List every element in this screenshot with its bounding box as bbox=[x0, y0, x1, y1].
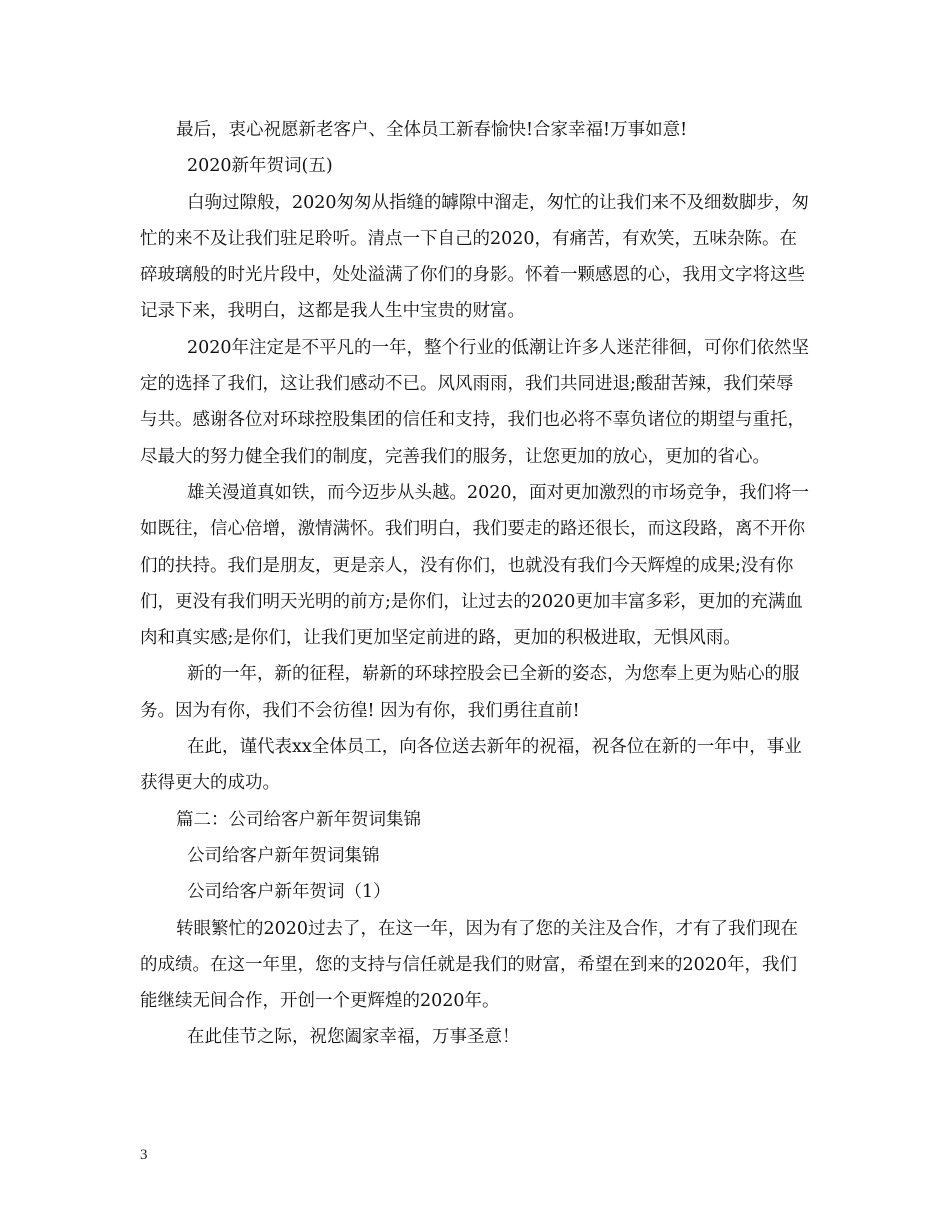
section-heading: 公司给客户新年贺词（1） bbox=[187, 882, 391, 903]
body-paragraph: 雄关漫道真如铁，而今迈步从头越。2020，面对更加激烈的市场竞争，我们将一如既往，信心倍增，激情满怀。我们明白，我们要走的路还很长，而这段路，离不开你们的扶持。我们是朋友，更是亲人，没有你们，也就没有我们今天辉煌的成果;没有你们，更没有我们明天光明的前方;是你们，让过去的2020更加丰富多彩，更加的充满血肉和真实感;是你们，让我们更加坚定前进的路，更加的积极进取，无惧风雨。 bbox=[140, 482, 810, 649]
body-paragraph: 在此，谨代表xx全体员工，向各位送去新年的祝福，祝各位在新的一年中，事业获得更大的成功。 bbox=[140, 737, 802, 794]
section-heading-2020-greeting-5: 2020新年贺词(五) bbox=[187, 156, 333, 177]
body-paragraph: 2020年注定是不平凡的一年，整个行业的低潮让许多人迷茫徘徊，可你们依然坚定的选择了我们，这让我们感动不已。风风雨雨，我们共同进退;酸甜苦辣，我们荣辱与共。感谢各位对环球控股集团的信任和支持，我们也必将不辜负诸位的期望与重托，尽最大的努力健全我们的制度，完善我们的服务，让您更加的放心，更加的省心。 bbox=[140, 337, 810, 467]
body-paragraph: 转眼繁忙的2020过去了，在这一年，因为有了您的关注及合作，才有了我们现在的成绩。在这一年里，您的支持与信任就是我们的财富，希望在到来的2020年，我们能继续无间合作，开创一个更辉煌的2020年。 bbox=[140, 918, 799, 1012]
body-paragraph: 白驹过隙般，2020匆匆从指缝的罅隙中溜走，匆忙的让我们来不及细数脚步，匆忙的来不及让我们驻足聆听。清点一下自己的2020，有痛苦，有欢笑，五味杂陈。在碎玻璃般的时光片段中，处处溢满了你们的身影。怀着一颗感恩的心，我用文字将这些记录下来，我明白，这都是我人生中宝贵的财富。 bbox=[140, 192, 810, 322]
section-heading: 公司给客户新年贺词集锦 bbox=[187, 845, 380, 866]
chapter-heading: 篇二：公司给客户新年贺词集锦 bbox=[176, 809, 421, 830]
body-paragraph: 新的一年，新的征程，崭新的环球控股会已全新的姿态，为您奉上更为贴心的服务。因为有你，我们不会彷徨! 因为有你，我们勇往直前! bbox=[140, 664, 800, 721]
document-body bbox=[140, 112, 810, 1056]
page-number: 3 bbox=[140, 1147, 148, 1163]
body-paragraph: 在此佳节之际，祝您阖家幸福，万事圣意！ bbox=[187, 1027, 520, 1048]
closing-wishes-paragraph: 最后，衷心祝愿新老客户、全体员工新春愉快!合家幸福!万事如意! bbox=[176, 120, 688, 140]
